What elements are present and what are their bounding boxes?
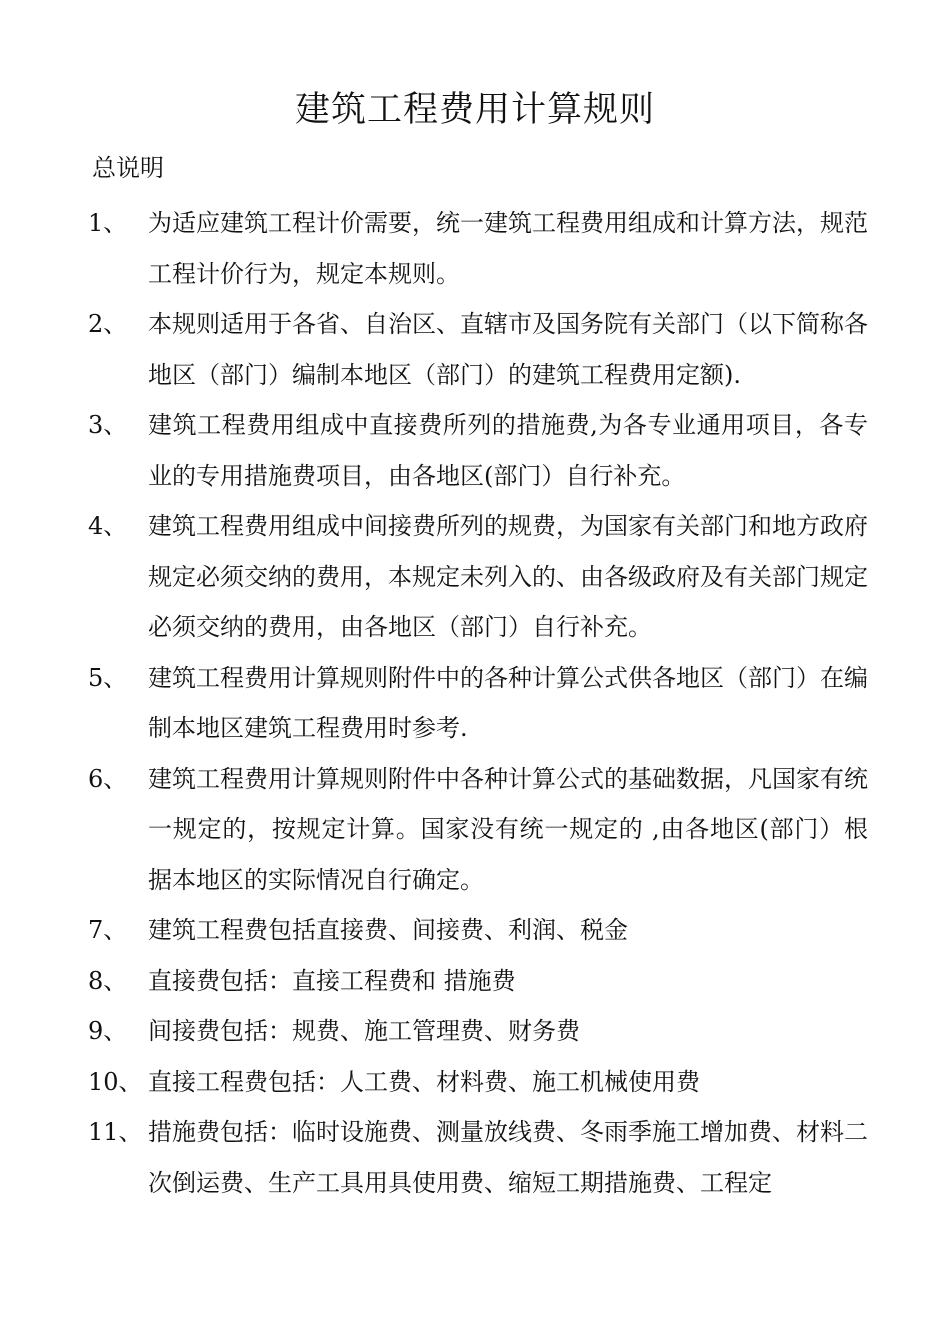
item-number: 3、 [88,411,128,439]
list-item [88,1057,868,1108]
item-text: 建筑工程费用计算规则附件中的各种计算公式供各地区（部门）在编制本地区建筑工程费用时参考. [148,663,868,742]
item-text: 直接工程费包括：人工费、材料费、施工机械使用费 [148,1067,700,1096]
list-item [88,1006,868,1057]
document-title: 建筑工程费用计算规则 [294,90,655,130]
list-item [88,905,868,956]
rules-list [88,198,868,1208]
item-text: 建筑工程费包括直接费、间接费、利润、税金 [148,916,628,944]
item-text: 建筑工程费用组成中直接费所列的措施费,为各专业通用项目，各专业的专用措施费项目，由各地区(部门）自行补充。 [148,411,868,490]
item-number: 9、 [88,1017,128,1045]
item-number: 10、 [88,1067,143,1096]
item-text: 建筑工程费用组成中间接费所列的规费，为国家有关部门和地方政府规定必须交纳的费用，本规定未列入的、由各级政府及有关部门规定必须交纳的费用，由各地区（部门）自行补充。 [148,512,868,641]
item-number: 11、 [88,1118,143,1146]
item-number: 2、 [88,310,128,338]
list-item [88,198,868,299]
item-text: 本规则适用于各省、自治区、直辖市及国务院有关部门（以下简称各地区（部门）编制本地区（部门）的建筑工程费用定额). [148,310,868,389]
list-item [88,754,868,906]
item-number: 6、 [88,764,128,793]
list-item [88,1107,868,1208]
section-heading: 总说明 [92,154,164,182]
list-item [88,956,868,1007]
item-number: 7、 [88,916,128,944]
list-item [88,400,868,501]
list-item [88,653,868,754]
item-text: 为适应建筑工程计价需要，统一建筑工程费用组成和计算方法，规范工程计价行为，规定本规则。 [148,209,868,288]
list-item [88,299,868,400]
item-text: 措施费包括：临时设施费、测量放线费、冬雨季施工增加费、材料二次倒运费、生产工具用具使用费、缩短工期措施费、工程定 [148,1118,868,1197]
list-item [88,501,868,653]
item-text: 建筑工程费用计算规则附件中各种计算公式的基础数据，凡国家有统一规定的，按规定计算。国家没有统一规定的 ,由各地区(部门）根据本地区的实际情况自行确定。 [148,764,868,894]
item-text: 间接费包括：规费、施工管理费、财务费 [148,1017,580,1045]
item-number: 5、 [88,663,128,692]
item-number: 1、 [88,209,128,237]
item-text: 直接费包括：直接工程费和 措施费 [148,966,516,995]
item-number: 4、 [88,512,128,540]
item-number: 8、 [88,966,128,995]
